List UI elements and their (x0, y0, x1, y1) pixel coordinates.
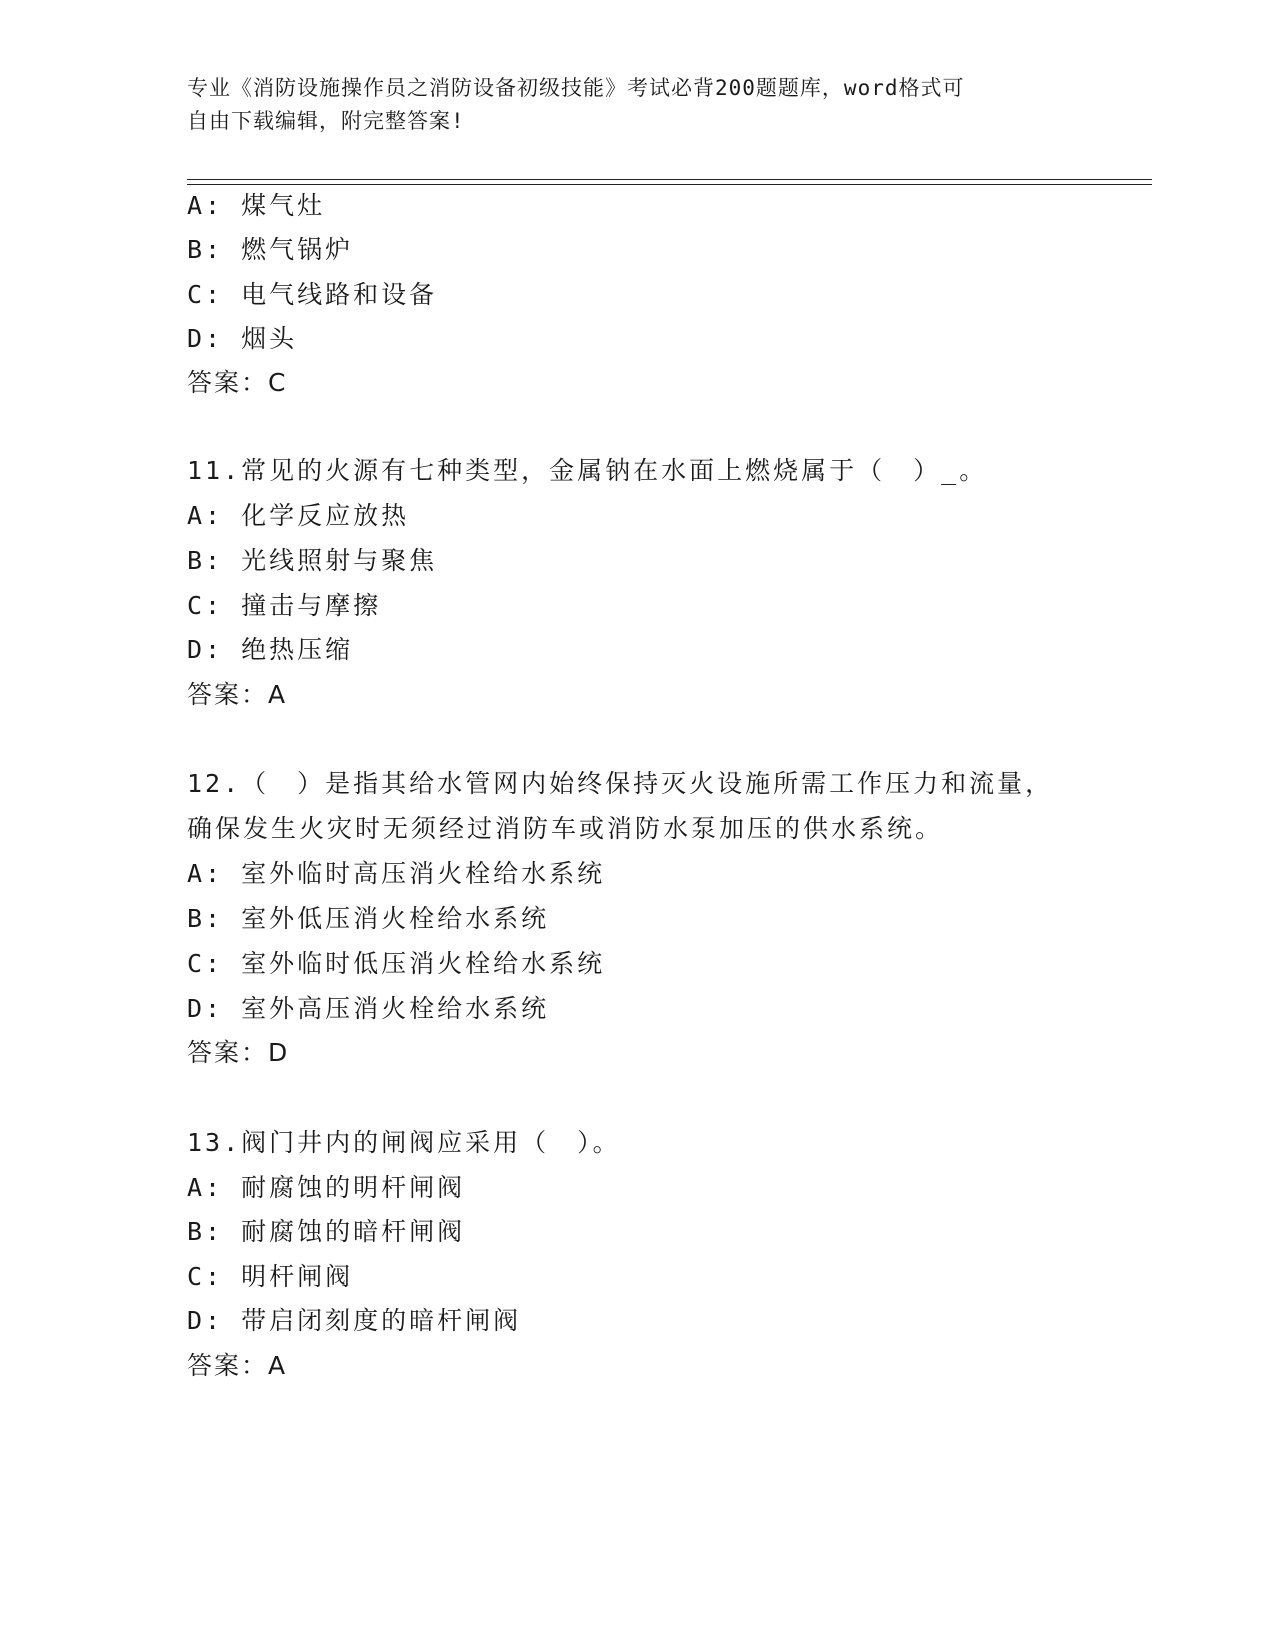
q13-question: 13.阀门井内的闸阀应采用（ ）。 (187, 1128, 621, 1157)
q11-option-b: B: 光线照射与聚焦 (187, 546, 438, 575)
q13-option-a: A: 耐腐蚀的明杆闸阀 (187, 1173, 466, 1202)
q12-option-b: B: 室外低压消火栓给水系统 (187, 904, 550, 933)
q13-option-c: C: 明杆闸阀 (187, 1262, 354, 1291)
header-divider-top (187, 179, 1152, 180)
q10-option-d: D: 烟头 (187, 324, 298, 353)
header-line-2: 自由下载编辑，附完整答案! (187, 109, 465, 133)
q11-option-c: C: 撞击与摩擦 (187, 591, 382, 620)
header-divider-bottom (187, 184, 1152, 185)
q11-option-a: A: 化学反应放热 (187, 501, 410, 530)
q12-option-d: D: 室外高压消火栓给水系统 (187, 994, 550, 1023)
q12-question-line-2: 确保发生火灾时无须经过消防车或消防水泵加压的供水系统。 (187, 814, 944, 843)
q10-option-b: B: 燃气锅炉 (187, 235, 354, 264)
document-header (187, 72, 1087, 138)
q12-option-a: A: 室外临时高压消火栓给水系统 (187, 859, 606, 888)
q12-question-line-1: 12.（ ）是指其给水管网内始终保持灭火设施所需工作压力和流量， (187, 769, 1054, 798)
q13-answer: 答案：A (187, 1351, 288, 1380)
q11-answer: 答案：A (187, 680, 288, 709)
q10-option-a: A: 煤气灶 (187, 191, 326, 220)
q11-question: 11.常见的火源有七种类型，金属钠在水面上燃烧属于（ ）_。 (187, 456, 988, 485)
q13-option-b: B: 耐腐蚀的暗杆闸阀 (187, 1217, 466, 1246)
q13-option-d: D: 带启闭刻度的暗杆闸阀 (187, 1306, 522, 1335)
q10-answer: 答案：C (187, 368, 288, 397)
header-line-1: 专业《消防设施操作员之消防设备初级技能》考试必背200题题库，word格式可 (187, 76, 965, 100)
q10-option-c: C: 电气线路和设备 (187, 280, 438, 309)
q11-option-d: D: 绝热压缩 (187, 635, 354, 664)
q12-answer: 答案：D (187, 1038, 290, 1067)
q12-option-c: C: 室外临时低压消火栓给水系统 (187, 949, 606, 978)
